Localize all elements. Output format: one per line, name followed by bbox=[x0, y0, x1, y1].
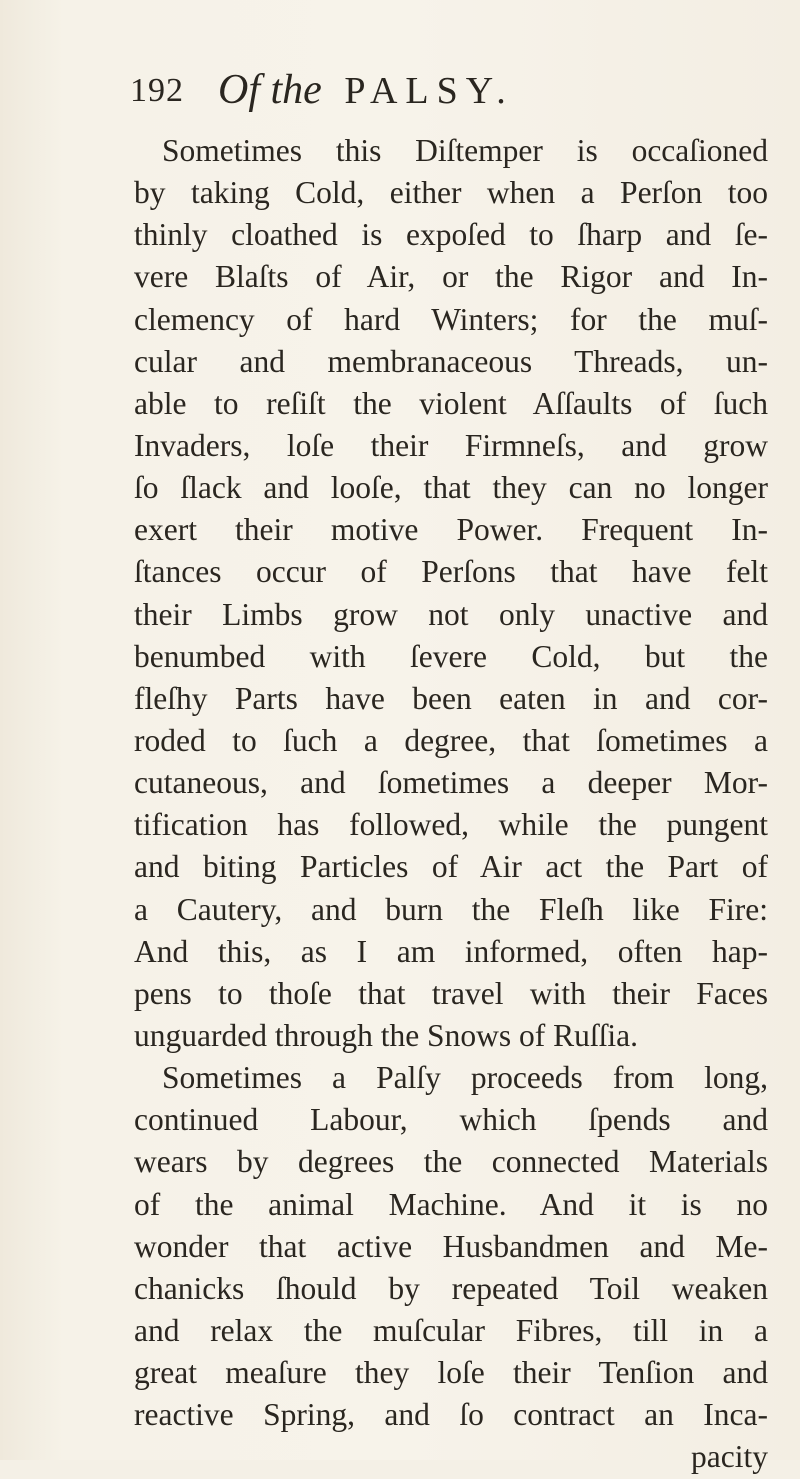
running-title-prefix: Of the bbox=[218, 67, 322, 113]
text-line: their Limbs grow not only unactive and bbox=[134, 596, 768, 632]
text-line: exert their motive Power. Frequent In- bbox=[134, 512, 768, 548]
text-line: ſo ſlack and looſe, that they can no longer bbox=[134, 470, 768, 506]
catchword: pacity bbox=[691, 1439, 768, 1475]
text-line: wonder that active Husbandmen and Me- bbox=[134, 1228, 768, 1264]
text-line: cutaneous, and ſometimes a deeper Mor- bbox=[134, 765, 768, 801]
text-line: of the animal Machine. And it is no bbox=[134, 1186, 768, 1222]
text-line: great meaſure they loſe their Tenſion and bbox=[134, 1355, 768, 1391]
text-line: unguarded through the Snows of Ruſſia. bbox=[134, 1017, 638, 1053]
text-line: Sometimes a Palſy proceeds from long, bbox=[162, 1060, 768, 1096]
text-line: reactive Spring, and ſo contract an Inca- bbox=[134, 1397, 768, 1433]
running-title-subject: PALSY. bbox=[344, 70, 514, 112]
text-line: ſtances occur of Perſons that have felt bbox=[134, 554, 768, 590]
text-line: chanicks ſhould by repeated Toil weaken bbox=[134, 1270, 768, 1306]
body-text bbox=[134, 130, 768, 1479]
page-number: 192 bbox=[130, 72, 184, 109]
text-line: clemency of hard Winters; for the muſ- bbox=[134, 301, 768, 337]
text-line: cular and membranaceous Threads, un- bbox=[134, 343, 768, 379]
text-line: a Cautery, and burn the Fleſh like Fire: bbox=[134, 891, 768, 927]
text-line: wears by degrees the connected Materials bbox=[134, 1144, 768, 1180]
text-line: benumbed with ſevere Cold, but the bbox=[134, 638, 768, 674]
text-line: and relax the muſcular Fibres, till in a bbox=[134, 1312, 768, 1348]
text-line: vere Blaſts of Air, or the Rigor and In- bbox=[134, 259, 768, 295]
text-line: tification has followed, while the pungent bbox=[134, 807, 768, 843]
text-line: pens to thoſe that travel with their Faces bbox=[134, 975, 768, 1011]
text-line: roded to ſuch a degree, that ſometimes a bbox=[134, 722, 768, 758]
running-head bbox=[130, 66, 690, 116]
text-line: Invaders, loſe their Firmneſs, and grow bbox=[134, 427, 768, 463]
text-line: continued Labour, which ſpends and bbox=[134, 1102, 768, 1138]
text-line: fleſhy Parts have been eaten in and cor- bbox=[134, 680, 768, 716]
running-title bbox=[218, 66, 514, 114]
text-line: by taking Cold, either when a Perſon too bbox=[134, 175, 768, 211]
text-line: able to reſiſt the violent Aſſaults of ſuch bbox=[134, 385, 768, 421]
text-line: And this, as I am informed, often hap- bbox=[134, 933, 768, 969]
text-line: and biting Particles of Air act the Part of bbox=[134, 849, 768, 885]
text-line: thinly cloathed is expoſed to ſharp and ſe- bbox=[134, 217, 768, 253]
text-line: Sometimes this Diſtemper is occaſioned bbox=[162, 133, 768, 168]
